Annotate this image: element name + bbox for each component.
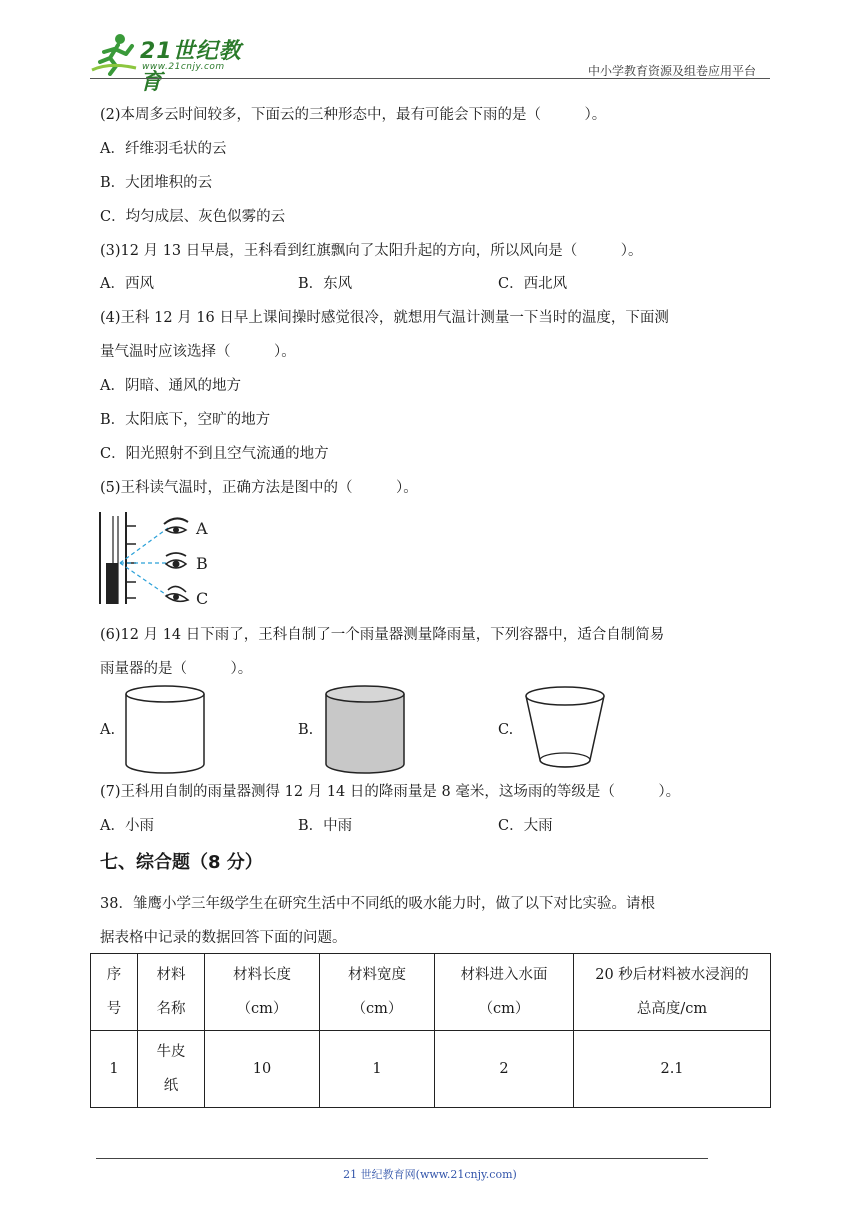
header-cell-depth: 材料进入水面 （cm） (435, 954, 574, 1031)
q4-stem-line1: (4)王科 12 月 16 日早上课间操时感觉很冷，就想用气温计测量一下当时的温度，下面测 (100, 310, 669, 326)
q5-stem: (5)王科读气温时，正确方法是图中的（ ）。 (100, 480, 418, 496)
section-heading: 七、综合题（8 分） (100, 852, 263, 873)
q7-stem: (7)王科用自制的雨量器测得 12 月 14 日的降雨量是 8 毫米，这场雨的等级是（ ）。 (100, 784, 681, 800)
q3-option-a: A．西风 (100, 276, 154, 292)
table-header-row (91, 954, 771, 1031)
q2-option-c: C．均匀成层、灰色似雾的云 (100, 209, 286, 225)
q6-option-b-label: B. (298, 722, 314, 738)
figure-label-b: B (196, 554, 208, 573)
figure-label-a: A (196, 519, 208, 538)
header-cell-width: 材料宽度 （cm） (320, 954, 435, 1031)
tapered-cup-container-figure (522, 684, 608, 776)
experiment-data-table (90, 953, 771, 1108)
q3-option-b: B．东风 (298, 276, 353, 292)
runner-logo-icon (90, 32, 138, 76)
q4-stem-line2: 量气温时应该选择（ ）。 (100, 344, 296, 360)
cell-height: 2.1 (574, 1031, 771, 1108)
footer-divider (96, 1158, 708, 1159)
q38-stem-line2: 据表格中记录的数据回答下面的问题。 (100, 930, 347, 946)
figure-label-c: C (196, 589, 209, 606)
q38-stem-line1: 38．雏鹰小学三年级学生在研究生活中不同纸的吸水能力时，做了以下对比实验。请根 (100, 896, 655, 912)
q6-option-c-label: C. (498, 722, 514, 738)
gray-cylinder-container-figure (322, 684, 408, 776)
q7-option-a: A．小雨 (100, 818, 154, 834)
q6-stem-line1: (6)12 月 14 日下雨了，王科自制了一个雨量器测量降雨量，下列容器中，适合自制简易 (100, 627, 665, 643)
cylinder-container-figure (122, 684, 208, 776)
header-divider (90, 78, 770, 79)
q4-option-b: B．太阳底下，空旷的地方 (100, 412, 271, 428)
site-logo (90, 32, 260, 95)
eye-b-icon (166, 553, 186, 568)
page-footer: 21 世纪教育网(www.21cnjy.com) (343, 1168, 517, 1181)
header-cell-no: 序 号 (91, 954, 138, 1031)
q7-option-c: C．大雨 (498, 818, 553, 834)
cell-no: 1 (91, 1031, 138, 1108)
cell-length: 10 (205, 1031, 320, 1108)
logo-text: 21世纪教育 (140, 39, 242, 95)
q4-option-c: C．阳光照射不到且空气流通的地方 (100, 446, 329, 462)
thermometer-reading-figure (96, 510, 226, 606)
header-cell-material: 材料 名称 (138, 954, 205, 1031)
logo-url: www.21cnjy.com (142, 62, 225, 72)
q6-stem-line2: 雨量器的是（ ）。 (100, 661, 253, 677)
q3-stem: (3)12 月 13 日早晨，王科看到红旗飘向了太阳升起的方向，所以风向是（ ）。 (100, 243, 643, 259)
q6-option-a-label: A. (100, 722, 116, 738)
q2-stem: (2)本周多云时间较多，下面云的三种形态中，最有可能会下雨的是（ ）。 (100, 107, 607, 123)
q7-option-b: B．中雨 (298, 818, 353, 834)
header-tagline: 中小学教育资源及组卷应用平台 (587, 64, 756, 78)
q4-option-a: A．阴暗、通风的地方 (100, 378, 241, 394)
eye-a-icon (164, 518, 188, 533)
eye-c-icon (166, 586, 188, 601)
q2-option-a: A．纤维羽毛状的云 (100, 141, 227, 157)
q2-option-b: B．大团堆积的云 (100, 175, 213, 191)
page-header (90, 28, 770, 95)
header-cell-length: 材料长度 （cm） (205, 954, 320, 1031)
cell-material: 牛皮 纸 (138, 1031, 205, 1108)
table-row (91, 1031, 771, 1108)
header-cell-height: 20 秒后材料被水浸润的 总高度/cm (574, 954, 771, 1031)
cell-depth: 2 (435, 1031, 574, 1108)
cell-width: 1 (320, 1031, 435, 1108)
q3-option-c: C．西北风 (498, 276, 568, 292)
